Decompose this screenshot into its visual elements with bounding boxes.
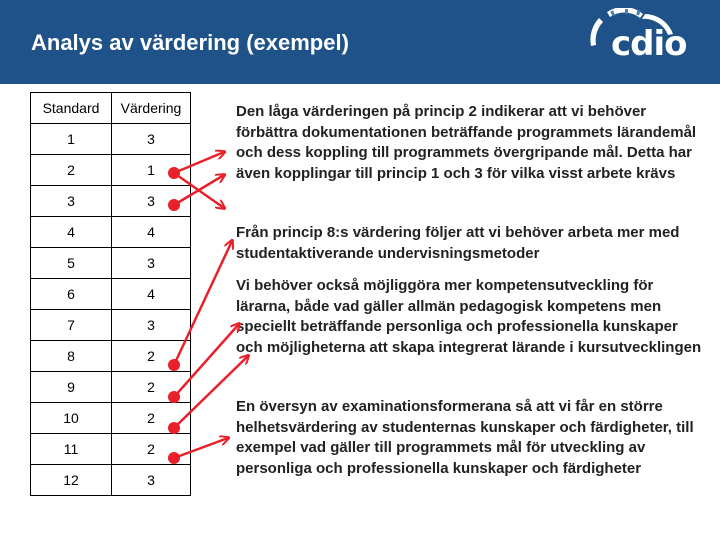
standard-cell: 4 xyxy=(31,217,112,248)
grade-cell: 3 xyxy=(112,124,191,155)
standard-cell: 7 xyxy=(31,310,112,341)
standard-cell: 12 xyxy=(31,465,112,496)
grade-cell: 3 xyxy=(112,248,191,279)
marker-dot xyxy=(168,452,180,464)
marker-dot xyxy=(168,359,180,371)
arrow-connector xyxy=(174,438,228,458)
paragraph-principle-2: Den låga värderingen på princip 2 indikerar att vi behöver förbättra dokumentationen beträffande programmets lärandemål och dess koppling till programmets övergripande mål. Detta har även kopplingar till princip 1 och 3 för vilka visst arbete krävs xyxy=(236,103,697,182)
marker-dot xyxy=(168,391,180,403)
arrow-connector xyxy=(174,152,224,173)
grade-cell: 3 xyxy=(112,310,191,341)
grade-cell: 4 xyxy=(112,217,191,248)
logo-text: cdio xyxy=(611,24,687,64)
standard-cell: 3 xyxy=(31,186,112,217)
arrow-connector xyxy=(174,324,239,397)
arrow-connector xyxy=(174,241,232,365)
paragraph-competence: Vi behöver också möjliggöra mer kompetensutveckling för lärarna, både vad gäller allmän pedagogisk kompetens men speciellt beträffande personliga och professionella kunskaper och möjligheterna att skapa integrerat lärande i kursutvecklingen xyxy=(236,277,702,356)
standard-cell: 5 xyxy=(31,248,112,279)
column-header-grade: Värdering xyxy=(112,93,191,124)
grade-cell: 2 xyxy=(112,341,191,372)
standard-cell: 9 xyxy=(31,372,112,403)
marker-dot xyxy=(168,167,180,179)
standard-cell: 11 xyxy=(31,434,112,465)
standard-cell: 8 xyxy=(31,341,112,372)
grade-cell: 3 xyxy=(112,465,191,496)
marker-dot xyxy=(168,199,180,211)
standard-cell: 6 xyxy=(31,279,112,310)
standard-cell: 10 xyxy=(31,403,112,434)
column-header-standard: Standard xyxy=(31,93,112,124)
arrow-connector xyxy=(174,356,248,428)
grade-cell: 4 xyxy=(112,279,191,310)
grade-cell: 3 xyxy=(112,186,191,217)
slide-title: Analys av värdering (exempel) xyxy=(31,30,349,55)
standard-cell: 1 xyxy=(31,124,112,155)
grade-cell: 2 xyxy=(112,403,191,434)
grade-cell: 1 xyxy=(112,155,191,186)
grade-cell: 2 xyxy=(112,434,191,465)
paragraph-examination: En översyn av examinationsformerana så att vi får en större helhetsvärdering av studenternas kunskaper och färdigheter, till exempel vad gäller till programmets mål för utveckling av personliga och professionella kunskaper och färdigheter xyxy=(236,398,694,477)
grade-cell: 2 xyxy=(112,372,191,403)
standard-cell: 2 xyxy=(31,155,112,186)
marker-dot xyxy=(168,422,180,434)
paragraph-principle-8: Från princip 8:s värdering följer att vi behöver arbeta mer med studentaktiverande undervisningsmetoder xyxy=(236,224,680,262)
